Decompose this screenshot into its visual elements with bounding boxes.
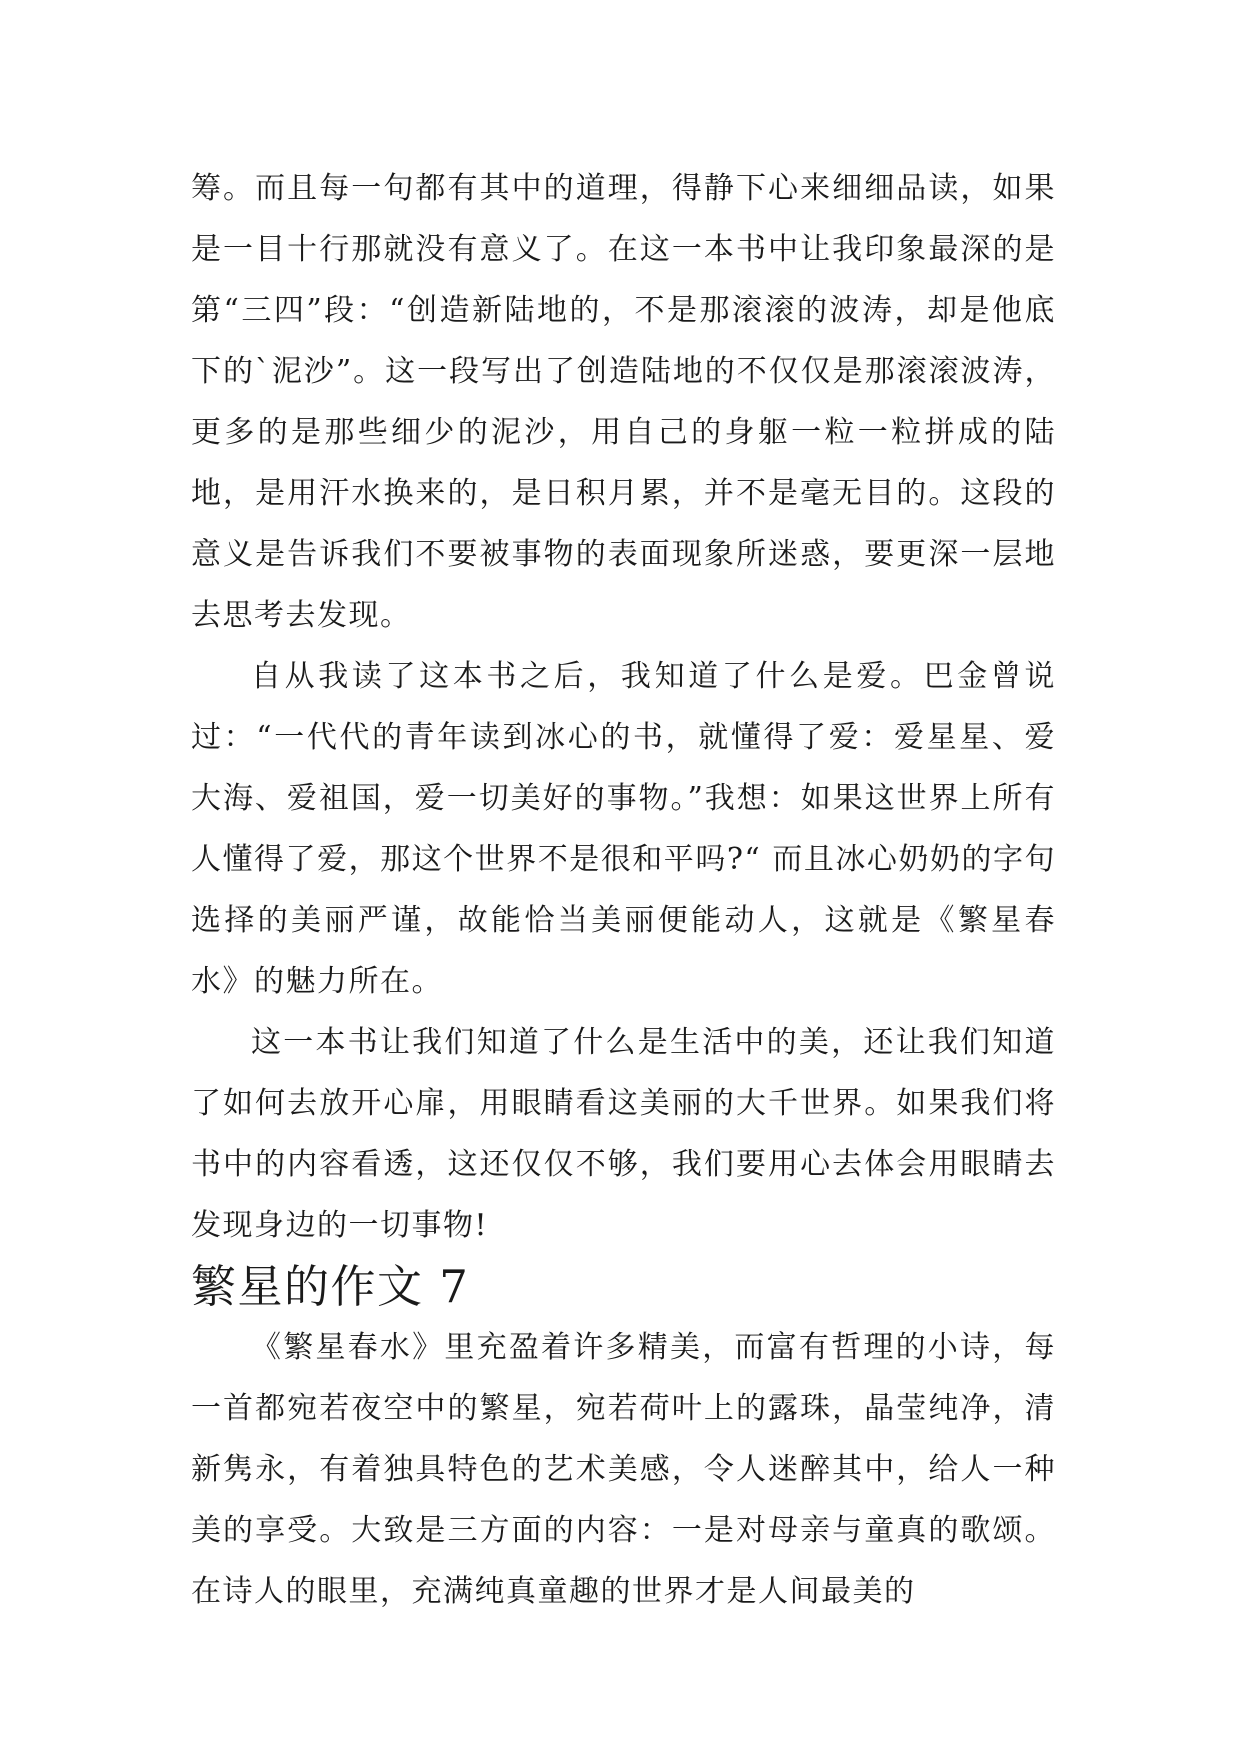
paragraph-beauty: 这一本书让我们知道了什么是生活中的美，还让我们知道了如何去放开心扉，用眼睛看这美丽的大千世界。如果我们将书中的内容看透，这还仅仅不够，我们要用心去体会用眼睛去发现身边的一切事物!	[191, 1025, 1056, 1243]
paragraph-continuation: 筹。而且每一句都有其中的道理，得静下心来细细品读，如果是一目十行那就没有意义了。在这一本书中让我印象最深的是第“三四”段：“创造新陆地的，不是那滚滚的波涛，却是他底下的`泥沙”。这一段写出了创造陆地的不仅仅是那滚滚波涛，更多的是那些细少的泥沙，用自己的身躯一粒一粒拼成的陆地，是用汗水换来的，是日积月累，并不是毫无目的。这段的意义是告诉我们不要被事物的表面现象所迷惑，要更深一层地去思考去发现。	[191, 171, 1056, 633]
document-page	[191, 158, 1056, 1622]
section-title: 繁星的作文 7	[191, 1260, 470, 1313]
paragraph-love: 自从我读了这本书之后，我知道了什么是爱。巴金曾说过：“一代代的青年读到冰心的书，就懂得了爱：爱星星、爱大海、爱祖国，爱一切美好的事物。”我想：如果这世界上所有人懂得了爱，那这个世界不是很和平吗?“ 而且冰心奶奶的字句选择的美丽严谨，故能恰当美丽便能动人，这就是《繁星春水》的魅力所在。	[191, 659, 1056, 999]
paragraph-section-intro: 《繁星春水》里充盈着许多精美，而富有哲理的小诗，每一首都宛若夜空中的繁星，宛若荷叶上的露珠，晶莹纯净，清新隽永，有着独具特色的艺术美感，令人迷醉其中，给人一种美的享受。大致是三方面的内容：一是对母亲与童真的歌颂。在诗人的眼里，充满纯真童趣的世界才是人间最美的	[191, 1330, 1056, 1609]
